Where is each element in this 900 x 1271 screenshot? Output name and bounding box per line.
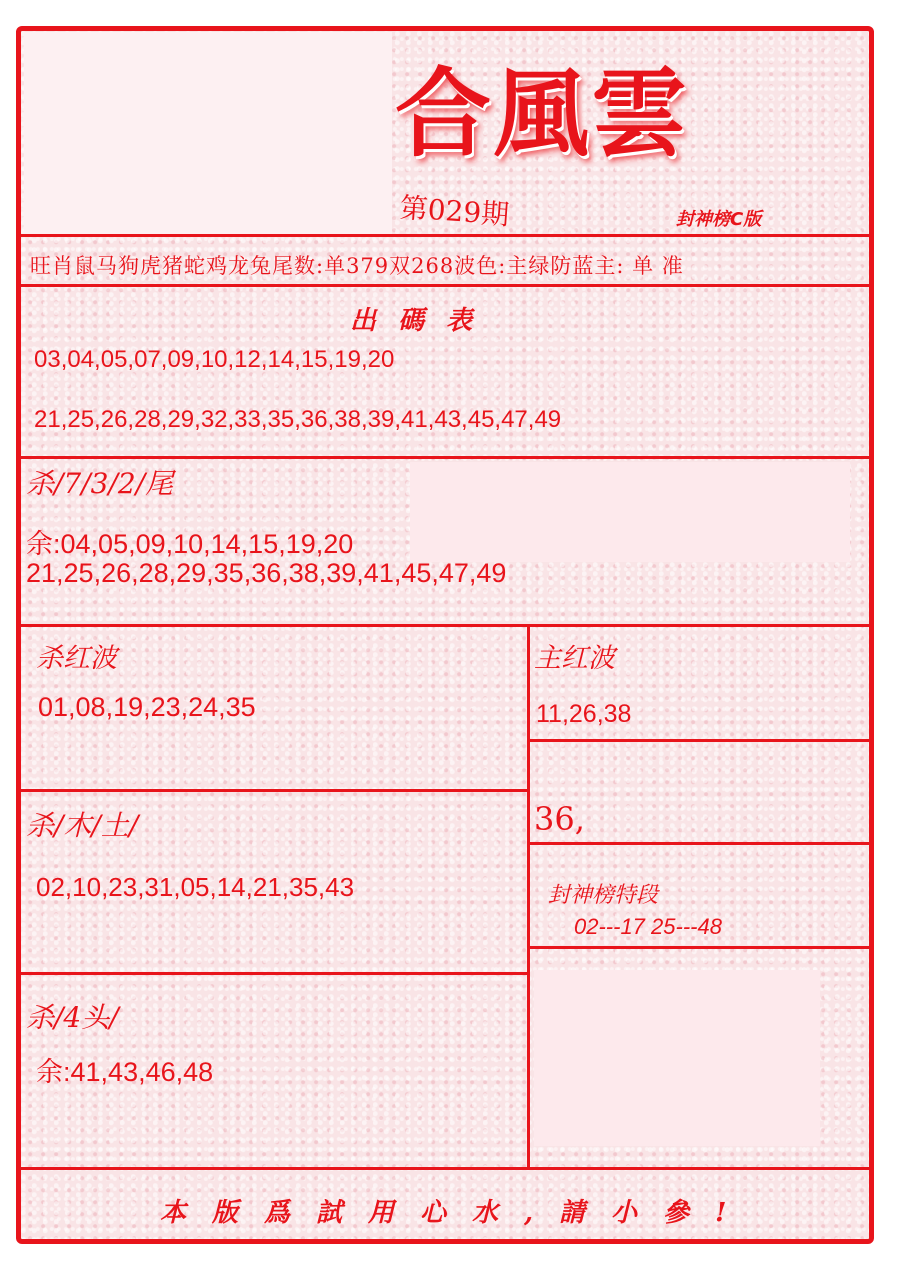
remaining-label: 余: xyxy=(36,1057,71,1087)
kill-tail-remaining xyxy=(26,522,353,561)
header-blank-area xyxy=(24,32,392,235)
divider-header xyxy=(21,234,869,237)
kill-red-numbers: 01,08,19,23,24,35 xyxy=(38,692,256,722)
kill-tail-row-2: 21,25,26,28,29,35,36,38,39,41,45,47,49 xyxy=(26,558,507,588)
zodiac-tail-color-line: 旺肖鼠马狗虎猪蛇鸡龙兔尾数:单379双268波色:主绿防蓝主: 单 准 xyxy=(30,254,684,278)
kill-tail-title: 杀/7/3/2/尾 xyxy=(26,467,174,500)
divider-right-2 xyxy=(528,842,869,845)
divider-left-1 xyxy=(21,789,530,792)
bottom-right-blank-area xyxy=(534,970,820,1146)
kill-element-title: 杀/木/土/ xyxy=(26,809,139,842)
main-red-numbers: 11,26,38 xyxy=(536,700,632,728)
kill-head-title: 杀/4头/ xyxy=(26,1001,119,1034)
kill-tail-row-1: 04,05,09,10,14,15,19,20 xyxy=(60,529,354,559)
chart-title: 出碼表 xyxy=(350,306,495,336)
chart-row-1: 03,04,05,07,09,10,12,14,15,19,20 xyxy=(34,346,395,373)
kill-red-title: 杀红波 xyxy=(36,643,117,674)
kill-element-numbers: 02,10,23,31,05,14,21,35,43 xyxy=(36,872,355,902)
divider-left-2 xyxy=(21,972,530,975)
divider-chart xyxy=(21,456,869,459)
divider-right-3 xyxy=(528,946,869,949)
page-title: 合風雲 xyxy=(395,57,689,170)
divider-column xyxy=(527,625,530,1169)
divider-right-1 xyxy=(528,739,869,742)
edition-label: 封神榜C版 xyxy=(676,209,762,230)
kill-tail-blank-area xyxy=(410,462,850,562)
chart-row-2: 21,25,26,28,29,32,33,35,36,38,39,41,43,45,47,49 xyxy=(34,406,562,433)
kill-head-numbers: 41,43,46,48 xyxy=(70,1057,214,1087)
remaining-label: 余: xyxy=(26,529,61,559)
special-segment-range: 02---17 25---48 xyxy=(574,914,722,939)
divider-footer xyxy=(21,1167,869,1170)
kill-head-remaining xyxy=(36,1050,213,1089)
pick-value: 36, xyxy=(534,800,585,838)
divider-kill-tail xyxy=(21,624,869,627)
footer-note: 本版爲試用心水,請小參! xyxy=(160,1198,753,1228)
issue-number: 第029期 xyxy=(398,191,511,232)
special-segment-title: 封神榜特段 xyxy=(548,883,659,908)
main-red-title: 主红波 xyxy=(534,643,615,674)
divider-info xyxy=(21,284,869,287)
